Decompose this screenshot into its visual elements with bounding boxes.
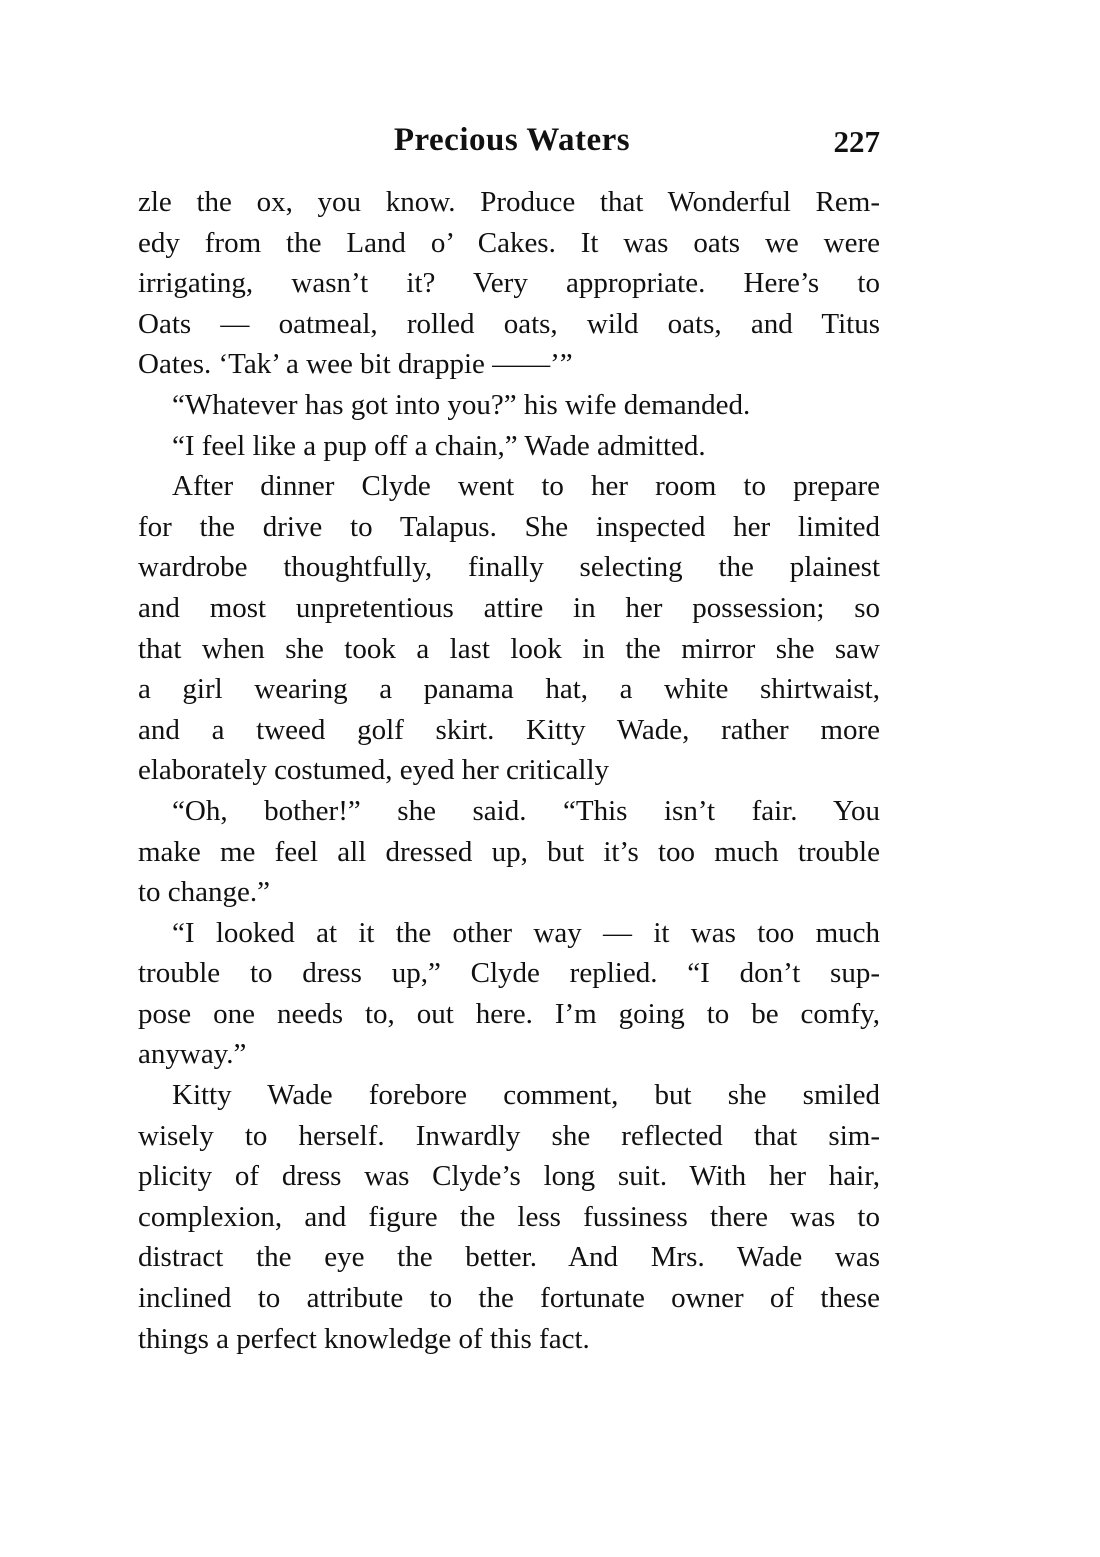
text-line: “Whatever has got into you?” his wife demanded.	[172, 388, 751, 421]
text-line: inclined to attribute to the fortunate owner of these	[138, 1282, 880, 1315]
text-line: irrigating, wasn’t it? Very appropriate. Here’s to	[138, 267, 880, 300]
running-head	[138, 122, 880, 168]
text-line: pose one needs to, out here. I’m going to be comfy,	[138, 997, 880, 1030]
text-line: complexion, and figure the less fussiness there was to	[138, 1200, 880, 1233]
text-line: a girl wearing a panama hat, a white shirtwaist,	[138, 673, 880, 706]
text-line: elaborately costumed, eyed her critically	[138, 754, 610, 787]
text-line: Oats — oatmeal, rolled oats, wild oats, and Titus	[138, 307, 880, 340]
text-line: “I looked at it the other way — it was too much	[172, 916, 880, 949]
text-line: to change.”	[138, 876, 271, 909]
text-line: make me feel all dressed up, but it’s too much trouble	[138, 835, 880, 868]
text-line: zle the ox, you know. Produce that Wonderful Rem-	[138, 186, 880, 218]
text-line: edy from the Land o’ Cakes. It was oats we were	[138, 226, 880, 259]
text-line: “Oh, bother!” she said. “This isn’t fair. You	[172, 794, 880, 827]
text-line: and most unpretentious attire in her possession; so	[138, 591, 880, 624]
text-line: plicity of dress was Clyde’s long suit. With her hair,	[138, 1160, 880, 1193]
text-line: “I feel like a pup off a chain,” Wade admitted.	[172, 429, 706, 462]
text-line: Oates. ‘Tak’ a wee bit drappie ——’”	[138, 348, 573, 381]
text-line: wisely to herself. Inwardly she reflected that sim-	[138, 1119, 880, 1152]
text-line: and a tweed golf skirt. Kitty Wade, rather more	[138, 713, 880, 746]
text-line: wardrobe thoughtfully, finally selecting the plainest	[138, 551, 880, 584]
body-text	[138, 182, 880, 1359]
text-line: distract the eye the better. And Mrs. Wade was	[138, 1241, 880, 1274]
text-line: that when she took a last look in the mirror she saw	[138, 632, 880, 665]
text-line: things a perfect knowledge of this fact.	[138, 1322, 590, 1355]
running-title: Precious Waters	[393, 122, 631, 158]
text-line: Kitty Wade forebore comment, but she smiled	[172, 1079, 880, 1112]
text-line: After dinner Clyde went to her room to prepare	[172, 470, 880, 503]
page-number: 227	[833, 124, 880, 159]
text-line: trouble to dress up,” Clyde replied. “I don’t sup-	[138, 957, 880, 990]
text-line: anyway.”	[138, 1038, 247, 1071]
text-line: for the drive to Talapus. She inspected her limited	[138, 510, 880, 543]
